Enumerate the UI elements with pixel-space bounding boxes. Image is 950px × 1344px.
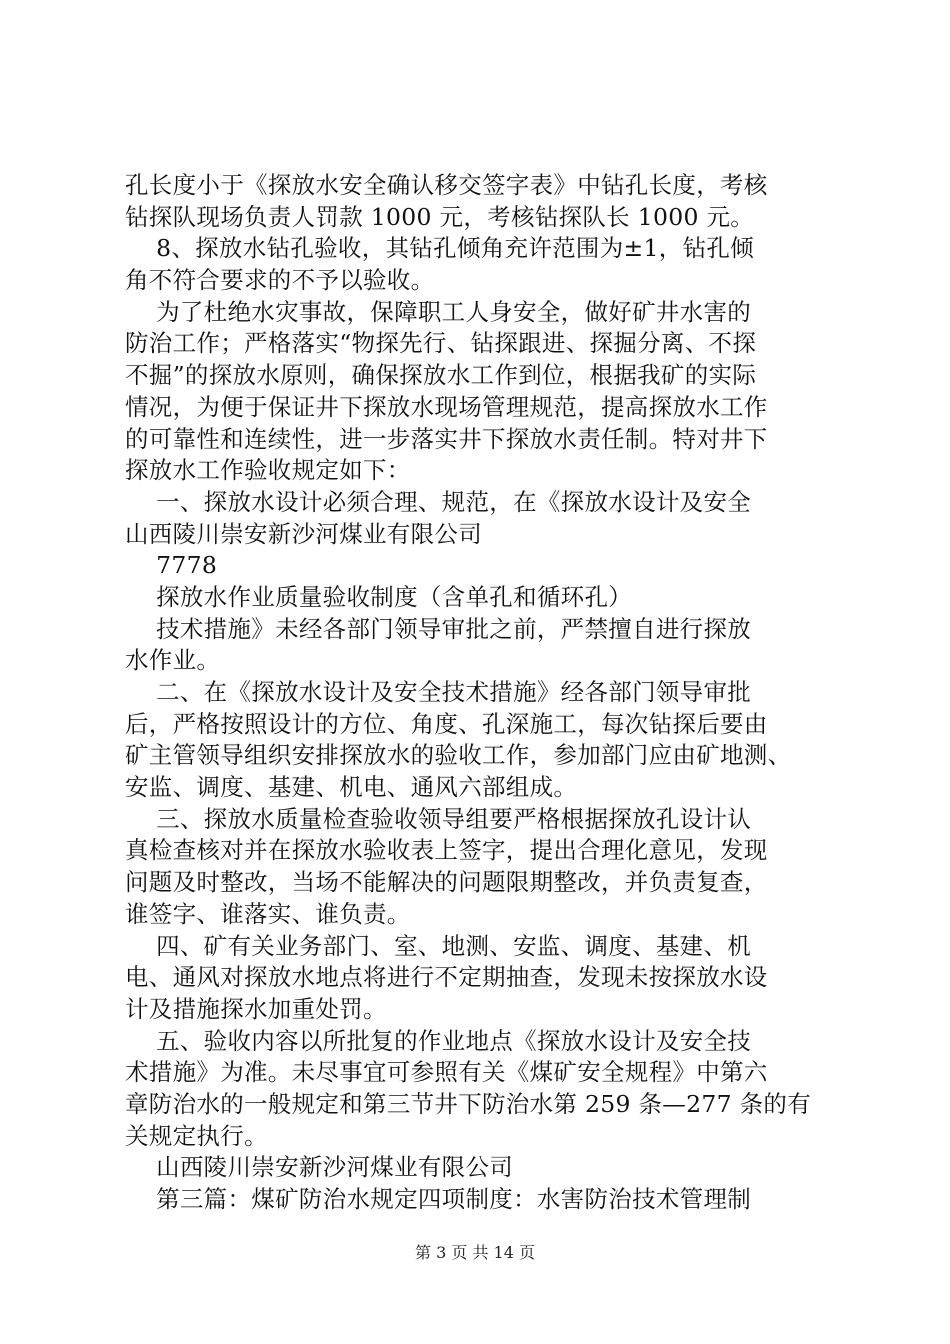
- text-line: 角不符合要求的不予以验收。: [125, 266, 435, 295]
- document-body: [125, 170, 835, 1216]
- text-line: 为了杜绝水灾事故，保障职工人身安全，做好矿井水害的: [125, 297, 752, 326]
- text-line: 章防治水的一般规定和第三节井下防治水第 259 条—277 条的有: [125, 1089, 812, 1118]
- text-line: 探放水工作验收规定如下：: [125, 456, 411, 485]
- page-marker-line: 7778: [125, 551, 218, 580]
- text-line: 一、探放水设计必须合理、规范，在《探放水设计及安全: [125, 487, 752, 516]
- text-line: 孔长度小于《探放水安全确认移交签字表》中钻孔长度，考核: [125, 171, 768, 199]
- chapter-heading-line: 第三篇：煤矿防治水规定四项制度：水害防治技术管理制: [125, 1185, 752, 1213]
- text-line: 关规定执行。: [125, 1121, 268, 1150]
- text-line: 情况，为便于保证井下探放水现场管理规范，提高探放水工作: [125, 392, 768, 421]
- text-line: 防治工作；严格落实“物探先行、钻探跟进、探掘分离、不探: [125, 329, 757, 358]
- text-line: 三、探放水质量检查验收领导组要严格根据探放孔设计认: [125, 804, 752, 833]
- text-line: 后，严格按照设计的方位、角度、孔深施工，每次钻探后要由: [125, 709, 768, 738]
- company-name-line: 山西陵川崇安新沙河煤业有限公司: [125, 519, 482, 548]
- company-name-line: 山西陵川崇安新沙河煤业有限公司: [125, 1153, 514, 1182]
- text-line: 电、通风对探放水地点将进行不定期抽查，发现未按探放水设: [125, 963, 768, 992]
- text-line: 的可靠性和连续性，进一步落实井下探放水责任制。特对井下: [125, 424, 768, 453]
- text-line: 不掘”的探放水原则，确保探放水工作到位，根据我矿的实际: [125, 361, 757, 390]
- text-line: 五、验收内容以所批复的作业地点《探放水设计及安全技: [125, 1026, 752, 1055]
- text-line: 8、探放水钻孔验收，其钻孔倾角充许范围为±1，钻孔倾: [125, 234, 754, 263]
- section-title-line: 探放水作业质量验收制度（含单孔和循环孔）: [125, 582, 633, 611]
- text-line: 问题及时整改，当场不能解决的问题限期整改，并负责复查，: [125, 868, 768, 897]
- text-line: 谁签字、谁落实、谁负责。: [125, 899, 411, 928]
- page-number-footer: 第 3 页 共 14 页: [415, 1243, 535, 1262]
- text-line: 矿主管领导组织安排探放水的验收工作，参加部门应由矿地测、: [125, 741, 792, 770]
- text-line: 四、矿有关业务部门、室、地测、安监、调度、基建、机: [125, 931, 752, 960]
- text-line: 术措施》为准。未尽事宜可参照有关《煤矿安全规程》中第六: [125, 1058, 768, 1087]
- text-line: 钻探队现场负责人罚款 1000 元，考核钻探队长 1000 元。: [125, 202, 755, 231]
- text-line: 计及措施探水加重处罚。: [125, 994, 387, 1023]
- text-line: 技术措施》未经各部门领导审批之前，严禁擅自进行探放: [125, 614, 752, 643]
- text-line: 二、在《探放水设计及安全技术措施》经各部门领导审批: [125, 678, 752, 706]
- text-line: 水作业。: [125, 646, 221, 675]
- text-line: 真检查核对并在探放水验收表上签字，提出合理化意见，发现: [125, 836, 768, 865]
- text-line: 安监、调度、基建、机电、通风六部组成。: [125, 773, 578, 802]
